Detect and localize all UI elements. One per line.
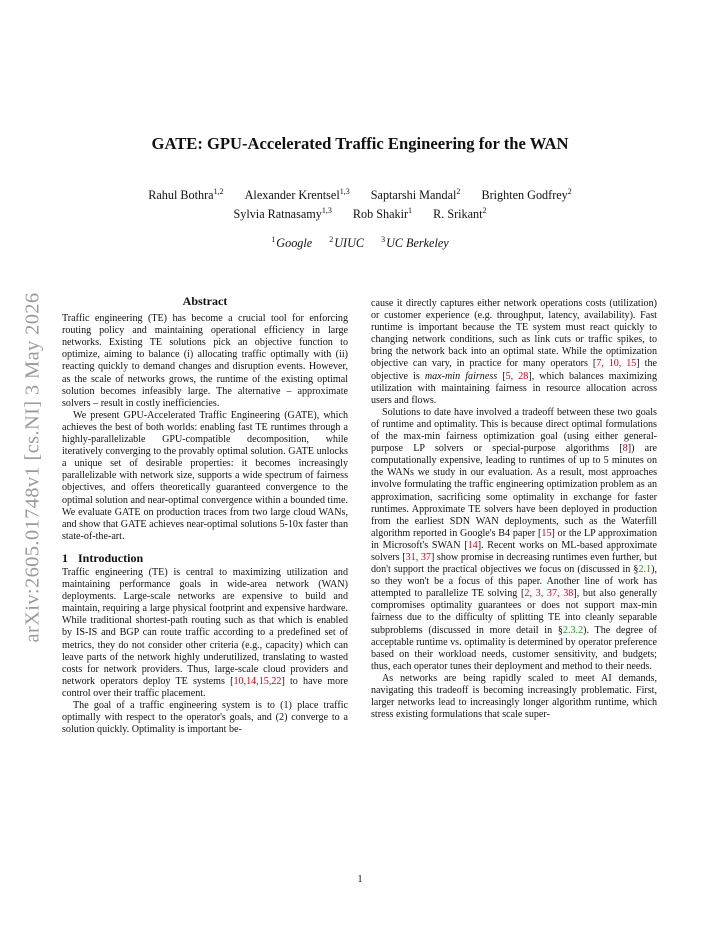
affiliation: $^1$Google bbox=[271, 235, 313, 251]
body-paragraph: cause it directly captures either network operations costs (utilization) or customer experience (e.g. throughput, latency, availability). Fast runtime is important because the TE system must react quickly to changing network conditions, such as link cuts or traffic spikes, to bring the network back into an optimal state. While the optimization objective can vary, in practice for many operators [7, 10, 15] the objective is max-min fairness [5, 28], which balances maximizing utilization with maintaining fairness in resource allocation across users and flows. bbox=[371, 298, 658, 406]
abstract-heading: Abstract bbox=[182, 294, 228, 308]
affiliation: $^3$UC Berkeley bbox=[381, 235, 449, 251]
affiliation: $^2$UIUC bbox=[329, 235, 365, 251]
page-number: 1 bbox=[357, 874, 363, 885]
body-paragraph: As networks are being rapidly scaled to meet AI demands, navigating this tradeoff is becoming increasingly problematic. First, larger networks lead to increasingly longer algorithm runtime, which stress existing formulations that scale super- bbox=[371, 672, 657, 721]
author: Alexander Krentsel$^{1,3}$ bbox=[244, 187, 350, 203]
author: R. Srikant$^2$ bbox=[433, 206, 487, 222]
citation-link[interactable]: 2, 3, 37, 38 bbox=[524, 588, 574, 600]
author-list bbox=[0, 184, 720, 222]
emphasis: max-min fairness bbox=[424, 370, 498, 382]
abstract-paragraph: Traffic engineering (TE) has become a crucial tool for enforcing routing policy and maintaining operational efficiency in large networks. Existing TE solutions pick an objective function to optimize, aiming to balance (i) allocating traffic optimally with (ii) reacting quickly to demand changes and disruption events. However, as the scale of networks grows, the runtime of the existing optimal solution becomes infeasibly large. The alternative – approximate solvers – result in costly inefficiencies. bbox=[62, 313, 348, 409]
citation-link[interactable]: 7, 10, 15 bbox=[596, 358, 637, 370]
author: Rob Shakir$^1$ bbox=[352, 206, 413, 222]
author: Rahul Bothra$^{1,2}$ bbox=[148, 187, 224, 203]
citation-link[interactable]: 10,14,15,22 bbox=[233, 675, 282, 687]
arxiv-identifier-text: arXiv:2605.01748v1 [cs.NI] 3 May 2026 bbox=[21, 291, 44, 643]
author: Sylvia Ratnasamy$^{1,3}$ bbox=[233, 206, 332, 222]
abstract-paragraph: We present GPU-Accelerated Traffic Engineering (GATE), which achieves the best of both worlds: enabling fast TE runtimes through a highly-parallelizable GPU-compatible decomposition, while iteratively converging to the provably optimal solution. GATE unlocks a unique set of desirable properties: it becomes increasingly parallelizable with network size, supports a wide spectrum of fairness objectives, and offers theoretically guaranteed convergence to the optimal solution and near-optimal convergence within a bounded time. We evaluate GATE on production traces from two large cloud WANs, and show that GATE achieves near-optimal solutions 5-10x faster than state-of-the-art. bbox=[62, 409, 348, 542]
citation-link[interactable]: 8 bbox=[622, 443, 628, 455]
citation-link[interactable]: 5, 28 bbox=[505, 370, 529, 382]
section-number: 1 bbox=[62, 550, 68, 565]
section-heading-introduction bbox=[62, 552, 348, 564]
section-crossref-link[interactable]: 2.1 bbox=[638, 564, 652, 576]
author: Saptarshi Mandal$^2$ bbox=[370, 187, 461, 203]
author-row-2 bbox=[0, 203, 720, 222]
citation-link[interactable]: 15 bbox=[541, 527, 552, 539]
section-crossref-link[interactable]: 2.3.2 bbox=[562, 624, 584, 636]
intro-paragraph: The goal of a traffic engineering system is to (1) place traffic optimally with respect to the operator's goals, and (2) converge to a solution quickly. Optimality is important be- bbox=[62, 700, 348, 736]
citation-link[interactable]: 14 bbox=[467, 539, 478, 551]
left-column bbox=[62, 295, 348, 736]
citation-link[interactable]: 31, 37 bbox=[405, 551, 431, 563]
section-title: Introduction bbox=[78, 550, 144, 565]
paper-title: GATE: GPU-Accelerated Traffic Engineering for the WAN bbox=[151, 134, 569, 153]
body-paragraph: Solutions to date have involved a tradeoff between these two goals of runtime and optimality. This is because direct optimal formulations of the max-min fairness optimization goal (using either general-purpose LP solvers or special-purpose algorithms [8]) are computationally expensive, leading to runtimes of up to 5 minutes on the WANs we study in our evaluation. As a result, most approaches involve formulating the traffic engineering optimization problem as an approximation, sacrificing some optimality in exchange for faster runtimes. Approximate TE solvers have been deployed in production from the earliest SDN WAN deployments, such as the Waterfill algorithm reported in Google's B4 paper [15] or the LP approximation in Microsoft's SWAN [14]. Recent works on ML-based approximate solvers [31, 37] show promise in decreasing runtimes even further, but don't support the practical objectives we focus on (discussed in §2.1), so they won't be a focus of this paper. Another line of work has attempted to parallelize TE solving [2, 3, 37, 38], but also generally compromises optimality guarantees or does not support max-min fairness due to the difficulty of splitting TE into cleanly separable subproblems (discussed in more detail in §2.3.2). The degree of acceptable runtime vs. optimality is determined by operator preference based on their workload needs, customer sensitivity, and budgets; thus, each operator tunes their deployment and method to their needs. bbox=[371, 406, 658, 672]
intro-paragraph: Traffic engineering (TE) is central to maximizing utilization and maintaining performance goals in wide-area network (WAN) deployments. Large-scale networks are expensive to build and maintain, requiring a large physical footprint and expensive hardware. While traditional shortest-path routing such as that which is enabled by IS-IS and BGP can route traffic according to a predefined set of metrics, they do not consider other criteria (e.g., capacity) which can leave parts of the network highly underutilized, translating to wasted costs for network providers. Thus, large-scale cloud providers and network operators deploy TE systems [10,14,15,22] to have more control over their traffic placement. bbox=[62, 566, 349, 699]
author: Brighten Godfrey$^2$ bbox=[481, 187, 572, 203]
author-row-1 bbox=[0, 184, 720, 203]
arxiv-identifier bbox=[18, 263, 48, 671]
right-column bbox=[371, 298, 657, 721]
affiliation-list bbox=[0, 235, 720, 251]
